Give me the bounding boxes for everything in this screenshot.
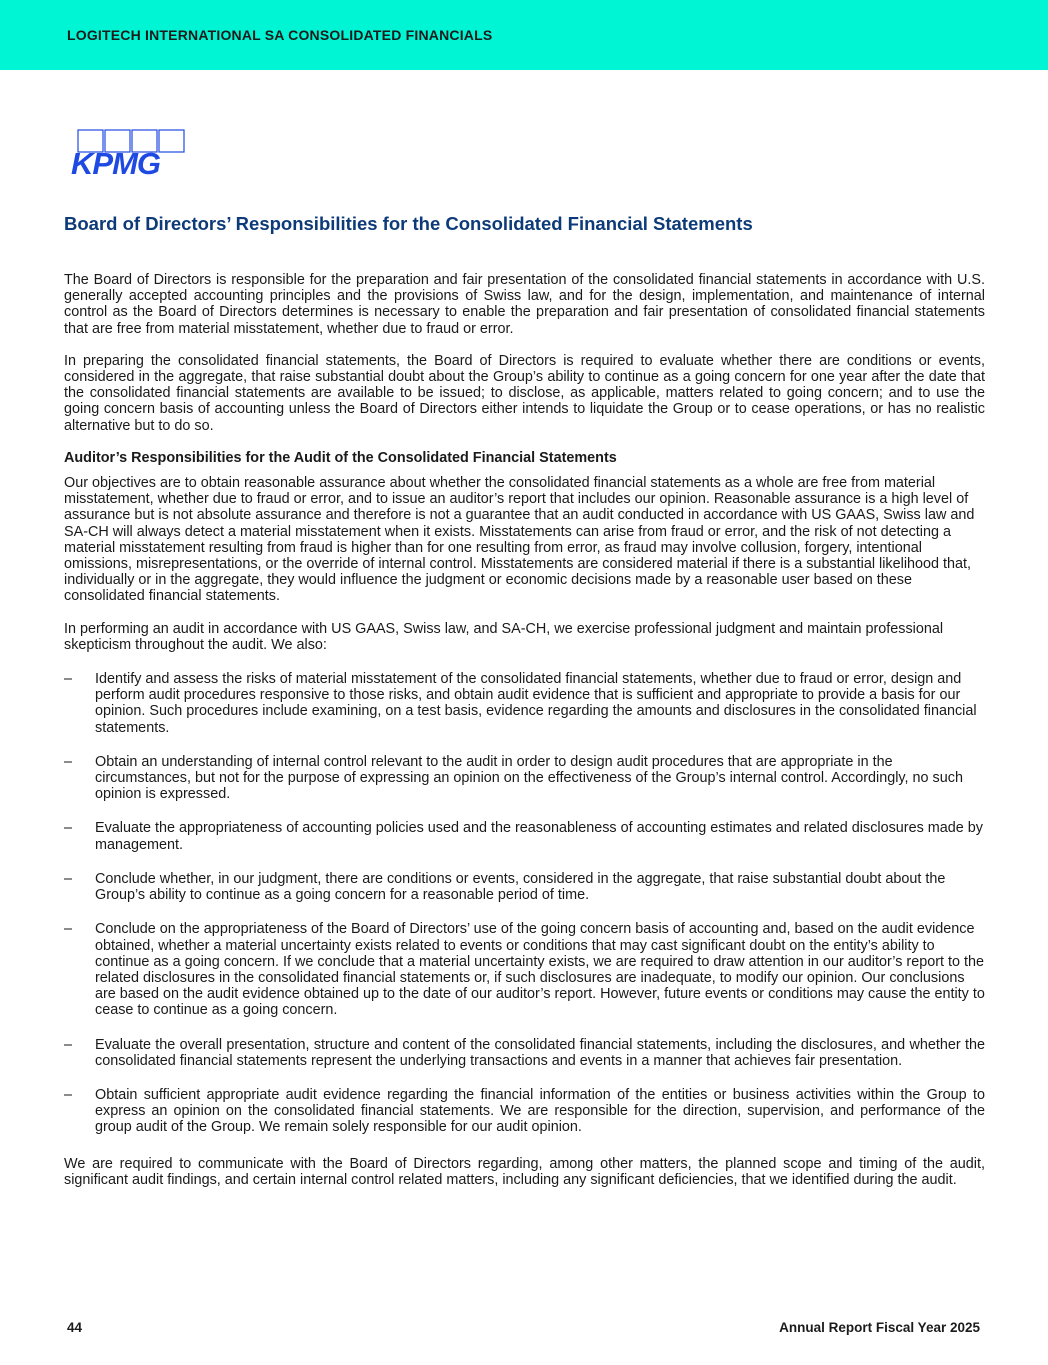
list-item-text: Obtain sufficient appropriate audit evidence regarding the financial information of the entities or business activities within the Group to express an opinion on the consolidated financial statements. We are responsible for the direction, supervision, and performance of the group audit of the Group. We remain solely responsible for our audit opinion. bbox=[95, 1086, 985, 1136]
page-number: 44 bbox=[67, 1320, 83, 1335]
bullet-dash: – bbox=[64, 1036, 73, 1053]
paragraph-communication: We are required to communicate with the Board of Directors regarding, among other matters, the planned scope and timing of the audit, significant audit findings, and certain internal control related matters, including any significant deficiencies, that we identified during the audit. bbox=[64, 1155, 985, 1188]
audit-procedures-list bbox=[64, 671, 985, 1135]
paragraph-going-concern: In preparing the consolidated financial statements, the Board of Directors is required to evaluate whether there are conditions or events, considered in the aggregate, that raise substantial doubt about the Group’s ability to continue as a going concern for one year after the date that the consolidated financial statements are available to be issued; to disclose, as applicable, matters related to going concern; and to use the going concern basis of accounting unless the Board of Directors either intends to liquidate the Group or to cease operations, or has no realistic alternative but to do so. bbox=[64, 352, 985, 434]
section-heading: Board of Directors’ Responsibilities for the Consolidated Financial Statements bbox=[64, 213, 753, 234]
list-item bbox=[64, 671, 985, 736]
bullet-dash: – bbox=[64, 870, 73, 887]
list-item bbox=[64, 1037, 985, 1069]
list-item bbox=[64, 754, 985, 803]
list-item bbox=[64, 921, 985, 1018]
list-item bbox=[64, 1087, 985, 1136]
bullet-dash: – bbox=[64, 820, 73, 837]
bullet-dash: – bbox=[64, 671, 73, 688]
paragraph-board-responsibility: The Board of Directors is responsible for the preparation and fair presentation of the consolidated financial statements in accordance with U.S. generally accepted accounting principles and the provisions of Swiss law, and for the design, implementation, and maintenance of internal control as the Board of Directors determines is necessary to enable the preparation and fair presentation of consolidated financial statements that are free from material misstatement, whether due to fraud or error. bbox=[64, 272, 985, 337]
list-item-text: Obtain an understanding of internal control relevant to the audit in order to design audit procedures that are appropriate in the circumstances, but not for the purpose of expressing an opinion on the effectiveness of the Group’s internal control. Accordingly, no such opinion is expressed. bbox=[95, 753, 963, 803]
bullet-dash: – bbox=[64, 753, 73, 770]
svg-text:KPMG: KPMG bbox=[71, 146, 160, 180]
list-item bbox=[64, 871, 985, 903]
kpmg-logo bbox=[70, 128, 190, 180]
list-item-text: Identify and assess the risks of material misstatement of the consolidated financial statements, whether due to fraud or error, design and perform audit procedures responsive to those risks, and obtain audit evidence that is sufficient and appropriate to provide a basis for our opinion. Such procedures include examining, on a test basis, evidence regarding the amounts and disclosures in the consolidated financial statements. bbox=[95, 671, 977, 736]
header-title: LOGITECH INTERNATIONAL SA CONSOLIDATED FINANCIALS bbox=[67, 27, 493, 43]
bullet-dash: – bbox=[64, 921, 73, 938]
report-title: Annual Report Fiscal Year 2025 bbox=[779, 1320, 980, 1335]
paragraph-audit-performance: In performing an audit in accordance with US GAAS, Swiss law, and SA-CH, we exercise professional judgment and maintain professional skepticism throughout the audit. We also: bbox=[64, 620, 944, 653]
bullet-dash: – bbox=[64, 1086, 73, 1103]
document-body bbox=[64, 272, 985, 1188]
list-item-text: Conclude whether, in our judgment, there are conditions or events, considered in the aggregate, that raise substantial doubt about the Group’s ability to continue as a going concern for a reasonable period of time. bbox=[95, 870, 946, 904]
list-item-text: Evaluate the appropriateness of accounting policies used and the reasonableness of accounting estimates and related disclosures made by management. bbox=[95, 820, 983, 853]
list-item-text: Conclude on the appropriateness of the Board of Directors’ use of the going concern basis of accounting and, based on the audit evidence obtained, whether a material uncertainty exists related to events or conditions that may cast significant doubt on the entity’s ability to continue as a going concern. If we conclude that a material uncertainty exists, we are required to draw attention in our auditor’s report to the related disclosures in the consolidated financial statements or, if such disclosures are inadequate, to modify our opinion. Our conclusions are based on the audit evidence obtained up to the date of our auditor’s report. However, future events or conditions may cause the entity to cease to continue as a going concern. bbox=[95, 921, 985, 1019]
list-item-text: Evaluate the overall presentation, structure and content of the consolidated financial statements, including the disclosures, and whether the consolidated financial statements represent the underlying transactions and events in a manner that achieves fair presentation. bbox=[95, 1036, 985, 1069]
auditor-responsibilities-heading: Auditor’s Responsibilities for the Audit of the Consolidated Financial Statements bbox=[64, 449, 617, 466]
list-item bbox=[64, 820, 985, 852]
paragraph-audit-objectives: Our objectives are to obtain reasonable assurance about whether the consolidated financial statements as a whole are free from material misstatement, whether due to fraud or error, and to issue an auditor’s report that includes our opinion. Reasonable assurance is a high level of assurance but is not absolute assurance and therefore is not a guarantee that an audit conducted in accordance with US GAAS, Swiss law and SA-CH will always detect a material misstatement when it exists. Misstatements can arise from fraud or error, and the risk of not detecting a material misstatement resulting from fraud is higher than for one resulting from error, as fraud may involve collusion, forgery, intentional omissions, misrepresentations, or the override of internal control. Misstatements are considered material if there is a substantial likelihood that, individually or in the aggregate, they would influence the judgment or economic decisions made by a reasonable user based on these consolidated financial statements. bbox=[64, 475, 975, 605]
